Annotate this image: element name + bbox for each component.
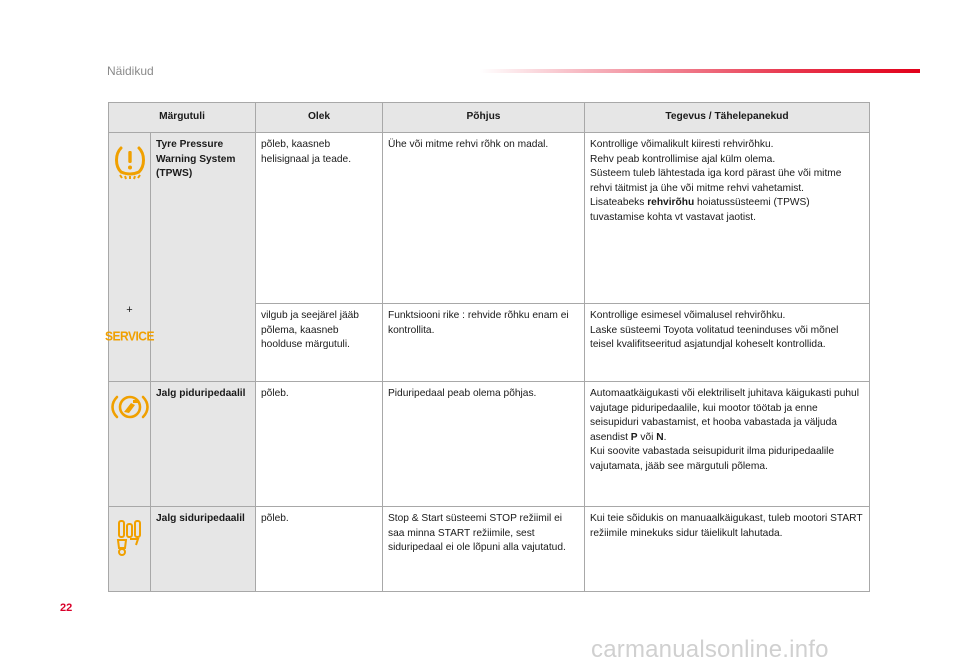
icon-cell-brake: [109, 382, 151, 507]
action-line: Kontrollige võimalikult kiiresti rehvirõhku.: [590, 139, 774, 150]
icon-cell-tpws: [105, 133, 154, 382]
action-cell: [585, 304, 870, 382]
state-cell: põleb.: [256, 507, 383, 592]
section-title: Näidikud: [107, 64, 154, 78]
cause-cell: Funktsiooni rike : rehvide rõhku enam ei kontrollita.: [383, 304, 585, 382]
column-header-indicator: Märgutuli: [109, 103, 256, 133]
gear-p-label: P: [630, 431, 638, 443]
indicator-name-clutch: Jalg siduripedaalil: [151, 507, 256, 592]
gear-n-label: N: [656, 431, 664, 443]
cause-cell: Piduripedaal peab olema põhjas.: [383, 382, 585, 507]
service-warning-icon: SERVICE: [105, 327, 154, 344]
reference-keyword: rehvirõhu: [647, 197, 695, 209]
state-cell: põleb, kaasneb helisignaal ja teade.: [256, 133, 383, 304]
watermark: carmanualsonline.info: [591, 636, 829, 663]
state-cell: põleb.: [256, 382, 383, 507]
plus-sign: +: [126, 304, 133, 316]
state-cell: vilgub ja seejärel jääb põlema, kaasneb hoolduse märgutuli.: [256, 304, 383, 382]
foot-on-clutch-icon: [114, 518, 146, 558]
table-row-brake-pedal: [109, 382, 870, 507]
action-reference: Lisateabeks rehvirõhu hoiatussüsteemi (TPWS) tuvastamise kohta vt vastavat jaotist.: [590, 197, 810, 223]
header-accent-bar: [480, 69, 920, 73]
action-line: Laske süsteemi Toyota volitatud teeninduses või mõnel teisel kvalifitseeritud asjatundjal koheselt kontrollida.: [590, 324, 839, 351]
action-line: Kontrollige esimesel võimalusel rehvirõhku.: [590, 310, 786, 321]
column-header-state: Olek: [256, 103, 383, 133]
table-row-clutch-pedal: [109, 507, 870, 592]
warning-lights-table: [105, 102, 870, 592]
action-cell: Kui teie sõidukis on manuaalkäigukast, tuleb mootori START režiimile minekuks sidur täielikult lahutada.: [585, 507, 870, 592]
indicator-name-brake: Jalg piduripedaalil: [151, 382, 256, 507]
cause-cell: Ühe või mitme rehvi rõhk on madal.: [383, 133, 585, 304]
cause-cell: Stop & Start süsteemi STOP režiimil ei saa minna START režiimile, sest siduripedaal ei ole lõpuni alla vajutatud.: [383, 507, 585, 592]
action-line: Automaatkäigukasti või elektriliselt juhitava käigukasti puhul vajutage piduripedaalile, kui mootor töötab ja enne seisupiduri vabastamist, et hooba vabastada ja väljuda asendist P või N.: [590, 388, 859, 443]
column-header-cause: Põhjus: [383, 103, 585, 133]
table-header-row: [109, 103, 870, 133]
action-line: Rehv peab kontrollimise ajal külm olema.: [590, 153, 776, 165]
page-number: 22: [60, 602, 73, 614]
column-header-action: Tegevus / Tähelepanekud: [585, 103, 870, 133]
action-cell: [585, 133, 870, 304]
icon-cell-clutch: [109, 507, 151, 592]
action-line: Süsteem tuleb lähtestada iga kord pärast ühe või mitme rehvi täitmist ja ühe või mitme rehvi vahetamist.: [590, 168, 842, 194]
action-cell: [585, 382, 870, 507]
table-row-tpws-on: [109, 133, 870, 304]
tyre-pressure-warning-icon: [113, 144, 147, 182]
indicator-name-tpws: Tyre Pressure Warning System (TPWS): [151, 133, 256, 382]
action-line: Kui soovite vabastada seisupidurit ilma piduripedaalile vajutamata, jääb see märgutuli põlema.: [590, 446, 835, 472]
foot-on-brake-icon: [111, 393, 149, 421]
